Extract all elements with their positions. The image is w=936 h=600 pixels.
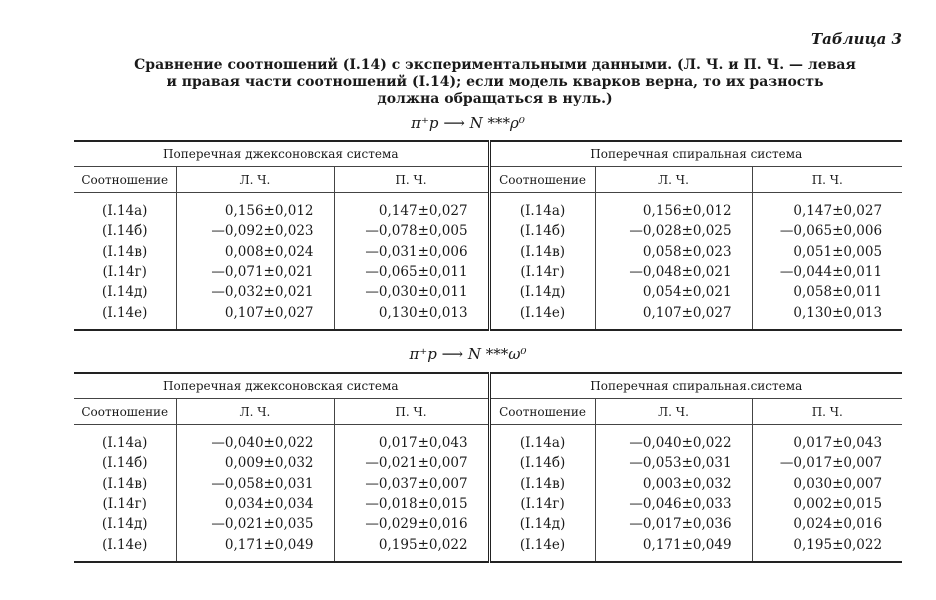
value-cell: —0,078±0,005	[334, 221, 489, 241]
value-cell: 0,107±0,027	[176, 302, 334, 322]
relation-cell: (I.14e)	[489, 534, 595, 554]
relation-cell: (I.14г)	[74, 494, 176, 514]
col-relation-header: Соотношение	[74, 399, 176, 425]
system-header-row	[74, 141, 902, 167]
value-cell: —0,029±0,016	[334, 514, 489, 534]
relation-cell: (I.14б)	[74, 453, 176, 473]
right-system-header: Поперечная спиральная система	[489, 141, 902, 167]
table-row	[74, 302, 902, 322]
column-header-row	[74, 167, 902, 193]
reaction-lhs: π⁺p	[411, 114, 439, 132]
table-row	[74, 494, 902, 514]
value-cell: 0,130±0,013	[334, 302, 489, 322]
value-cell: 0,003±0,032	[595, 474, 752, 494]
value-cell: —0,092±0,023	[176, 221, 334, 241]
value-cell: 0,195±0,022	[793, 536, 883, 553]
caption-line: должна обращаться в нуль.)	[377, 91, 613, 107]
relation-cell: (I.14в)	[489, 474, 595, 494]
table-row	[74, 242, 902, 262]
relation-cell: (I.14e)	[489, 302, 595, 322]
value-cell: 0,051±0,005	[793, 243, 883, 260]
value-cell: —0,031±0,006	[334, 242, 489, 262]
left-system-header: Поперечная джексоновская система	[74, 141, 489, 167]
value-cell: —0,021±0,035	[176, 514, 334, 534]
relation-cell: (I.14б)	[74, 221, 176, 241]
value-cell: —0,044±0,011	[779, 264, 883, 281]
col-left-part-header: Л. Ч.	[595, 399, 752, 425]
value-cell: —0,028±0,025	[595, 221, 752, 241]
relation-cell: (I.14в)	[74, 242, 176, 262]
col-right-part-header: П. Ч.	[334, 167, 489, 193]
value-cell: —0,071±0,021	[176, 262, 334, 282]
value-cell: 0,009±0,032	[176, 453, 334, 473]
value-cell: —0,065±0,011	[334, 262, 489, 282]
table-row	[74, 433, 902, 453]
relation-cell: (I.14в)	[74, 474, 176, 494]
value-cell: 0,147±0,027	[793, 203, 883, 220]
value-cell: —0,017±0,036	[595, 514, 752, 534]
reaction-heading-omega	[0, 345, 936, 363]
value-cell: —0,017±0,007	[779, 455, 883, 472]
relation-cell: (I.14г)	[489, 262, 595, 282]
table-row	[74, 534, 902, 554]
value-cell: —0,037±0,007	[334, 474, 489, 494]
value-cell: 0,002±0,015	[793, 496, 883, 513]
value-cell: 0,034±0,034	[176, 494, 334, 514]
value-cell: 0,058±0,011	[793, 284, 883, 301]
value-cell: 0,171±0,049	[595, 534, 752, 554]
value-cell: 0,195±0,022	[334, 534, 489, 554]
relation-cell: (I.14e)	[74, 302, 176, 322]
caption-line: и правая части соотношений (I.14); если модель кварков верна, то их разность	[166, 74, 824, 90]
reaction-arrow: ⟶	[441, 345, 464, 363]
relation-cell: (I.14д)	[74, 514, 176, 534]
table-label: Таблица 3	[810, 30, 902, 48]
relation-cell: (I.14д)	[489, 514, 595, 534]
col-relation-header: Соотношение	[489, 167, 595, 193]
table-row	[74, 282, 902, 302]
value-cell: 0,156±0,012	[176, 201, 334, 221]
reaction-heading-rho	[0, 114, 936, 132]
value-cell: 0,030±0,007	[793, 475, 883, 492]
data-table-omega	[74, 372, 902, 563]
table-row	[74, 201, 902, 221]
relation-cell: (I.14г)	[74, 262, 176, 282]
caption-line: Сравнение соотношений (I.14) с экспериментальными данными. (Л. Ч. и П. Ч. — левая	[134, 57, 856, 73]
value-cell: —0,040±0,022	[595, 433, 752, 453]
value-cell: 0,017±0,043	[334, 433, 489, 453]
relation-cell: (I.14a)	[74, 201, 176, 221]
value-cell: —0,021±0,007	[334, 453, 489, 473]
value-cell: —0,065±0,006	[779, 223, 883, 240]
value-cell: 0,130±0,013	[793, 304, 883, 321]
col-left-part-header: Л. Ч.	[595, 167, 752, 193]
left-system-header: Поперечная джексоновская система	[74, 373, 489, 399]
relation-cell: (I.14б)	[489, 221, 595, 241]
table-caption	[100, 57, 890, 108]
value-cell: —0,053±0,031	[595, 453, 752, 473]
col-relation-header: Соотношение	[489, 399, 595, 425]
value-cell: 0,147±0,027	[334, 201, 489, 221]
relation-cell: (I.14б)	[489, 453, 595, 473]
col-right-part-header: П. Ч.	[752, 399, 902, 425]
relation-cell: (I.14a)	[489, 433, 595, 453]
value-cell: —0,030±0,011	[334, 282, 489, 302]
table-row	[74, 514, 902, 534]
reaction-lhs: π⁺p	[409, 345, 437, 363]
value-cell: —0,018±0,015	[334, 494, 489, 514]
value-cell: 0,171±0,049	[176, 534, 334, 554]
value-cell: —0,048±0,021	[595, 262, 752, 282]
reaction-rhs: N ***ω⁰	[467, 345, 527, 363]
value-cell: —0,058±0,031	[176, 474, 334, 494]
value-cell: 0,058±0,023	[595, 242, 752, 262]
value-cell: 0,054±0,021	[595, 282, 752, 302]
relation-cell: (I.14г)	[489, 494, 595, 514]
reaction-rhs: N ***ρ⁰	[469, 114, 525, 132]
col-left-part-header: Л. Ч.	[176, 167, 334, 193]
col-right-part-header: П. Ч.	[752, 167, 902, 193]
table-row	[74, 453, 902, 473]
data-table-rho	[74, 140, 902, 331]
col-relation-header: Соотношение	[74, 167, 176, 193]
col-left-part-header: Л. Ч.	[176, 399, 334, 425]
relation-cell: (I.14e)	[74, 534, 176, 554]
right-system-header: Поперечная спиральная.система	[489, 373, 902, 399]
relation-cell: (I.14д)	[74, 282, 176, 302]
value-cell: 0,008±0,024	[176, 242, 334, 262]
system-header-row	[74, 373, 902, 399]
table-row	[74, 221, 902, 241]
value-cell: —0,032±0,021	[176, 282, 334, 302]
value-cell: —0,040±0,022	[176, 433, 334, 453]
relation-cell: (I.14a)	[74, 433, 176, 453]
value-cell: 0,024±0,016	[793, 516, 883, 533]
value-cell: —0,046±0,033	[595, 494, 752, 514]
value-cell: 0,156±0,012	[595, 201, 752, 221]
value-cell: 0,017±0,043	[793, 435, 883, 452]
relation-cell: (I.14a)	[489, 201, 595, 221]
col-right-part-header: П. Ч.	[334, 399, 489, 425]
table-row	[74, 474, 902, 494]
table-row	[74, 262, 902, 282]
column-header-row	[74, 399, 902, 425]
reaction-arrow: ⟶	[443, 114, 465, 132]
relation-cell: (I.14в)	[489, 242, 595, 262]
value-cell: 0,107±0,027	[595, 302, 752, 322]
relation-cell: (I.14д)	[489, 282, 595, 302]
